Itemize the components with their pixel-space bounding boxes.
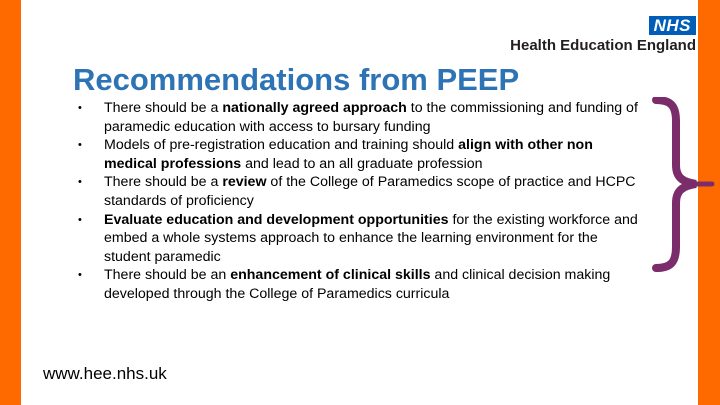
curly-brace-icon	[646, 97, 716, 272]
bullet-icon: •	[78, 213, 82, 226]
hee-logo	[510, 16, 696, 54]
bullet-icon: •	[78, 102, 82, 114]
page-title: Recommendations from PEEP	[73, 62, 520, 97]
bullet-icon: •	[78, 269, 82, 282]
list-item: • There should be a review of the College of Paramedics scope of practice and HCPC standards of proficiency	[78, 174, 636, 209]
bullet-icon: •	[78, 139, 82, 152]
hee-logo-text: Health Education England	[510, 37, 696, 54]
nhs-logo: NHS	[649, 16, 696, 35]
list-item: • Evaluate education and development opportunities for the existing workforce and embed a whole systems approach to enhance the learning environment for the student paramedic	[78, 211, 638, 265]
list-item: • There should be a nationally agreed approach to the commissioning and funding of paramedic education with access to bursary funding	[78, 100, 638, 135]
list-item: • There should be an enhancement of clinical skills and clinical decision making developed through the College of Paramedics curricula	[78, 267, 611, 302]
bullet-icon: •	[78, 176, 82, 189]
list-item: • Models of pre-registration education and training should align with other non medical professions and lead to an all graduate profession	[78, 137, 593, 172]
recommendation-list	[78, 99, 648, 304]
footer-url: www.hee.nhs.uk	[43, 364, 167, 383]
